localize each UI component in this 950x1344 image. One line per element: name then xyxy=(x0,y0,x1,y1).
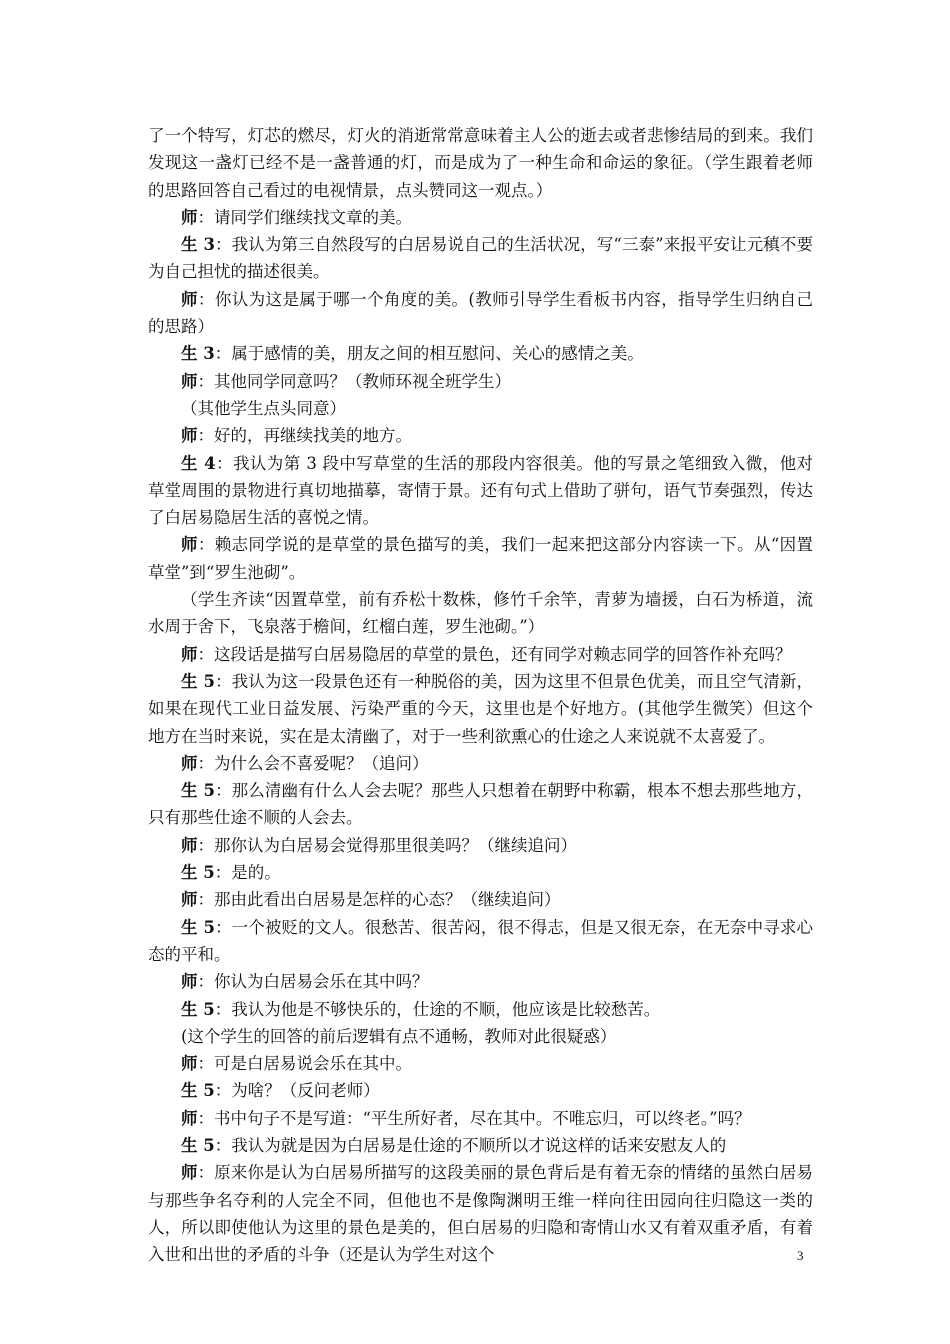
transcript-paragraph xyxy=(148,668,813,750)
paragraph-text: ：可是白居易说会乐在其中。 xyxy=(197,1054,412,1074)
speaker-label: 师 xyxy=(181,1108,198,1128)
transcript-paragraph xyxy=(148,750,813,777)
transcript-paragraph xyxy=(148,531,813,586)
speaker-label: 师 xyxy=(181,535,198,555)
paragraph-text: ：属于感情的美，朋友之间的相互慰问、关心的感情之美。 xyxy=(214,344,644,364)
speaker-label: 师 xyxy=(181,207,198,227)
speaker-label: 生 3 xyxy=(181,344,215,364)
transcript-paragraph xyxy=(148,586,813,641)
transcript-paragraph xyxy=(148,340,813,367)
paragraph-text: ：你认为这是属于哪一个角度的美。(教师引导学生看板书内容，指导学生归纳自己的思路） xyxy=(148,289,814,337)
paragraph-text: ：书中句子不是写道：“平生所好者，尽在其中。不唯忘归，可以终老。”吗？ xyxy=(197,1108,751,1128)
speaker-label: 师 xyxy=(181,644,198,664)
paragraph-text: （学生齐读“因置草堂，前有乔松十数株，修竹千余竿，青萝为墙援，白石为桥道，流水周于舍下，飞泉落于檐间，红榴白莲，罗生池砌。”） xyxy=(148,590,813,637)
paragraph-text: ：我认为这一段景色还有一种脱俗的美，因为这里不但景色优美，而且空气清新，如果在现代工业日益发展、污染严重的今天，这里也是个好地方。(其他学生微笑）但这个地方在当时来说，实在是太清幽了，对于一些利欲熏心的仕途之人来说就不太喜爱了。 xyxy=(148,671,813,746)
transcript-paragraph xyxy=(148,204,813,231)
transcript-paragraph xyxy=(148,122,813,204)
paragraph-text: ：原来你是认为白居易所描写的这段美丽的景色背后是有着无奈的情绪的虽然白居易与那些争名夺利的人完全不同，但他也不是像陶渊明王维一样向往田园向往归隐这一类的人，所以即使他认为这里的景色是美的，但白居易的归隐和寄情山水又有着双重矛盾，有着入世和出世的矛盾的斗争（还是认为学生对这个 xyxy=(148,1163,814,1265)
transcript-paragraph xyxy=(148,422,813,449)
paragraph-text: ：那你认为白居易会觉得那里很美吗？（继续追问） xyxy=(197,835,577,855)
paragraph-text: ：那由此看出白居易是怎样的心态？（继续追问） xyxy=(197,890,561,910)
transcript-paragraph xyxy=(148,832,813,859)
paragraph-text: 了一个特写，灯芯的燃尽，灯火的消逝常常意味着主人公的逝去或者悲惨结局的到来。我们发现这一盏灯已经不是一盏普通的灯，而是成为了一种生命和命运的象征。（学生跟着老师的思路回答自己看过的电视情景，点头赞同这一观点。） xyxy=(148,126,813,200)
speaker-label: 生 5 xyxy=(181,863,215,883)
paragraph-text: ：赖志同学说的是草堂的景色描写的美，我们一起来把这部分内容读一下。从“因置草堂”到“罗生池砌”。 xyxy=(148,535,814,582)
paragraph-text: ：请同学们继续找文章的美。 xyxy=(197,207,412,227)
paragraph-text: ：其他同学同意吗？（教师环视全班学生） xyxy=(197,371,511,391)
speaker-label: 生 5 xyxy=(181,781,215,801)
transcript-paragraph xyxy=(148,859,813,886)
transcript-paragraph xyxy=(148,450,813,532)
transcript-paragraph xyxy=(148,1132,813,1159)
transcript-paragraph xyxy=(148,286,813,341)
paragraph-text: ：为什么会不喜爱呢？（追问） xyxy=(197,753,429,773)
paragraph-text: （其他学生点头同意） xyxy=(181,398,346,418)
paragraph-text: ：好的，再继续找美的地方。 xyxy=(197,426,412,446)
speaker-label: 生 5 xyxy=(181,1135,215,1155)
paragraph-text: ：一个被贬的文人。很愁苦、很苦闷，很不得志，但是又很无奈，在无奈中寻求心态的平和。 xyxy=(148,917,813,964)
speaker-label: 生 4 xyxy=(181,453,216,473)
transcript-paragraph xyxy=(148,777,813,832)
transcript-paragraph xyxy=(148,886,813,913)
speaker-label: 师 xyxy=(181,890,198,910)
speaker-label: 师 xyxy=(181,835,198,855)
speaker-label: 师 xyxy=(181,426,198,446)
paragraph-text: ：为啥？（反问老师） xyxy=(214,1081,380,1101)
transcript-paragraph xyxy=(148,1050,813,1077)
transcript-paragraph xyxy=(148,1077,813,1104)
speaker-label: 师 xyxy=(181,972,198,992)
transcript-paragraph xyxy=(148,1159,813,1268)
transcript-paragraph xyxy=(148,914,813,969)
transcript-paragraph xyxy=(148,641,813,668)
speaker-label: 师 xyxy=(181,289,198,309)
speaker-label: 师 xyxy=(181,1054,198,1074)
speaker-label: 生 5 xyxy=(181,671,215,691)
speaker-label: 师 xyxy=(181,371,198,391)
speaker-label: 师 xyxy=(181,753,198,773)
paragraph-text: ：你认为白居易会乐在其中吗？ xyxy=(197,972,429,992)
transcript-paragraph xyxy=(148,1105,813,1132)
paragraph-text: ：我认为第 3 段中写草堂的生活的那段内容很美。他的写景之笔细致入微，他对草堂周围的景物进行真切地描摹，寄情于景。还有句式上借助了骈句，语气节奏强烈，传达了白居易隐居生活的喜悦之情。 xyxy=(148,453,813,528)
paragraph-text: (这个学生的回答的前后逻辑有点不通畅，教师对此很疑惑） xyxy=(181,1026,617,1046)
speaker-label: 生 5 xyxy=(181,917,215,937)
transcript-paragraph xyxy=(148,968,813,995)
transcript-paragraph xyxy=(148,395,813,422)
speaker-label: 生 5 xyxy=(181,999,215,1019)
transcript-body xyxy=(148,122,813,1268)
speaker-label: 生 3 xyxy=(181,235,215,255)
paragraph-text: ：是的。 xyxy=(214,863,281,883)
paragraph-text: ：这段话是描写白居易隐居的草堂的景色，还有同学对赖志同学的回答作补充吗？ xyxy=(197,644,792,664)
page-number: 3 xyxy=(797,1248,804,1263)
transcript-paragraph xyxy=(148,996,813,1023)
speaker-label: 生 5 xyxy=(181,1081,215,1101)
paragraph-text: ：那么清幽有什么人会去呢？那些人只想着在朝野中称霸，根本不想去那些地方，只有那些仕途不顺的人会去。 xyxy=(148,781,813,828)
transcript-paragraph xyxy=(148,1023,813,1050)
paragraph-text: ：我认为第三自然段写的白居易说自己的生活状况，写“三泰”来报平安让元稹不要为自己担忧的描述很美。 xyxy=(148,235,813,282)
speaker-label: 师 xyxy=(181,1163,198,1183)
transcript-paragraph xyxy=(148,231,813,286)
paragraph-text: ：我认为就是因为白居易是仕途的不顺所以才说这样的话来安慰友人的 xyxy=(214,1135,727,1155)
paragraph-text: ：我认为他是不够快乐的，仕途的不顺，他应该是比较愁苦。 xyxy=(214,999,661,1019)
transcript-paragraph xyxy=(148,368,813,395)
